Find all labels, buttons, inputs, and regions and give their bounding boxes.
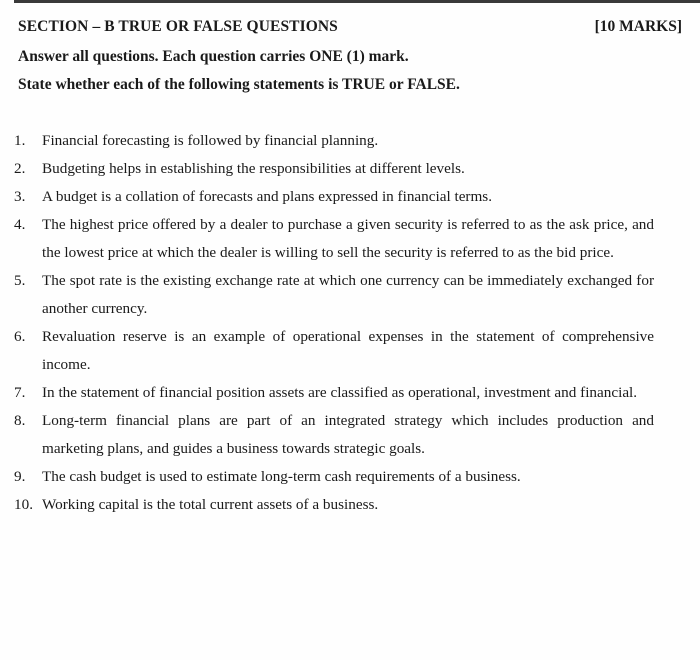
question-text: Budgeting helps in establishing the responsibilities at different levels. bbox=[42, 160, 465, 177]
question-text: Revaluation reserve is an example of operational expenses in the statement of comprehensive income. bbox=[42, 328, 654, 373]
instruction-true-or-false: State whether each of the following statements is TRUE or FALSE. bbox=[18, 76, 460, 93]
question-text: The highest price offered by a dealer to purchase a given security is referred to as the ask price, and the lowest price at which the dealer is willing to sell the security is referred to as the bid price. bbox=[42, 216, 654, 261]
question-item bbox=[14, 155, 654, 183]
question-text: A budget is a collation of forecasts and plans expressed in financial terms. bbox=[42, 188, 493, 205]
instruction-marks-per-question: Answer all questions. Each question carries ONE (1) mark. bbox=[18, 48, 409, 65]
question-number: 9. bbox=[14, 468, 26, 485]
question-number: 1. bbox=[14, 132, 26, 149]
question-item bbox=[14, 407, 654, 463]
question-item bbox=[14, 463, 654, 491]
question-item bbox=[14, 183, 654, 211]
question-text: Working capital is the total current assets of a business. bbox=[42, 496, 379, 513]
question-number: 8. bbox=[14, 412, 26, 429]
question-item bbox=[14, 127, 654, 155]
top-divider bbox=[14, 0, 700, 3]
question-item bbox=[14, 267, 654, 323]
question-number: 5. bbox=[14, 272, 26, 289]
section-header bbox=[18, 18, 682, 38]
question-item bbox=[14, 491, 654, 519]
question-text: Long-term financial plans are part of an integrated strategy which includes production and marketing plans, and guides a business towards strategic goals. bbox=[42, 412, 654, 457]
section-title: SECTION – B TRUE OR FALSE QUESTIONS bbox=[18, 18, 338, 35]
question-item bbox=[14, 211, 654, 267]
question-number: 3. bbox=[14, 188, 26, 205]
question-text: Financial forecasting is followed by financial planning. bbox=[42, 132, 379, 149]
question-number: 7. bbox=[14, 384, 26, 401]
question-number: 2. bbox=[14, 160, 26, 177]
question-number: 10. bbox=[14, 496, 33, 513]
question-number: 4. bbox=[14, 216, 26, 233]
question-text: In the statement of financial position assets are classified as operational, investment and financial. bbox=[42, 384, 638, 401]
question-number: 6. bbox=[14, 328, 26, 345]
section-marks: [10 MARKS] bbox=[594, 18, 682, 35]
question-list bbox=[14, 127, 654, 519]
question-text: The cash budget is used to estimate long-term cash requirements of a business. bbox=[42, 468, 521, 485]
question-text: The spot rate is the existing exchange rate at which one currency can be immediately exchanged for another currency. bbox=[42, 272, 654, 317]
question-item bbox=[14, 323, 654, 379]
question-item bbox=[14, 379, 654, 407]
